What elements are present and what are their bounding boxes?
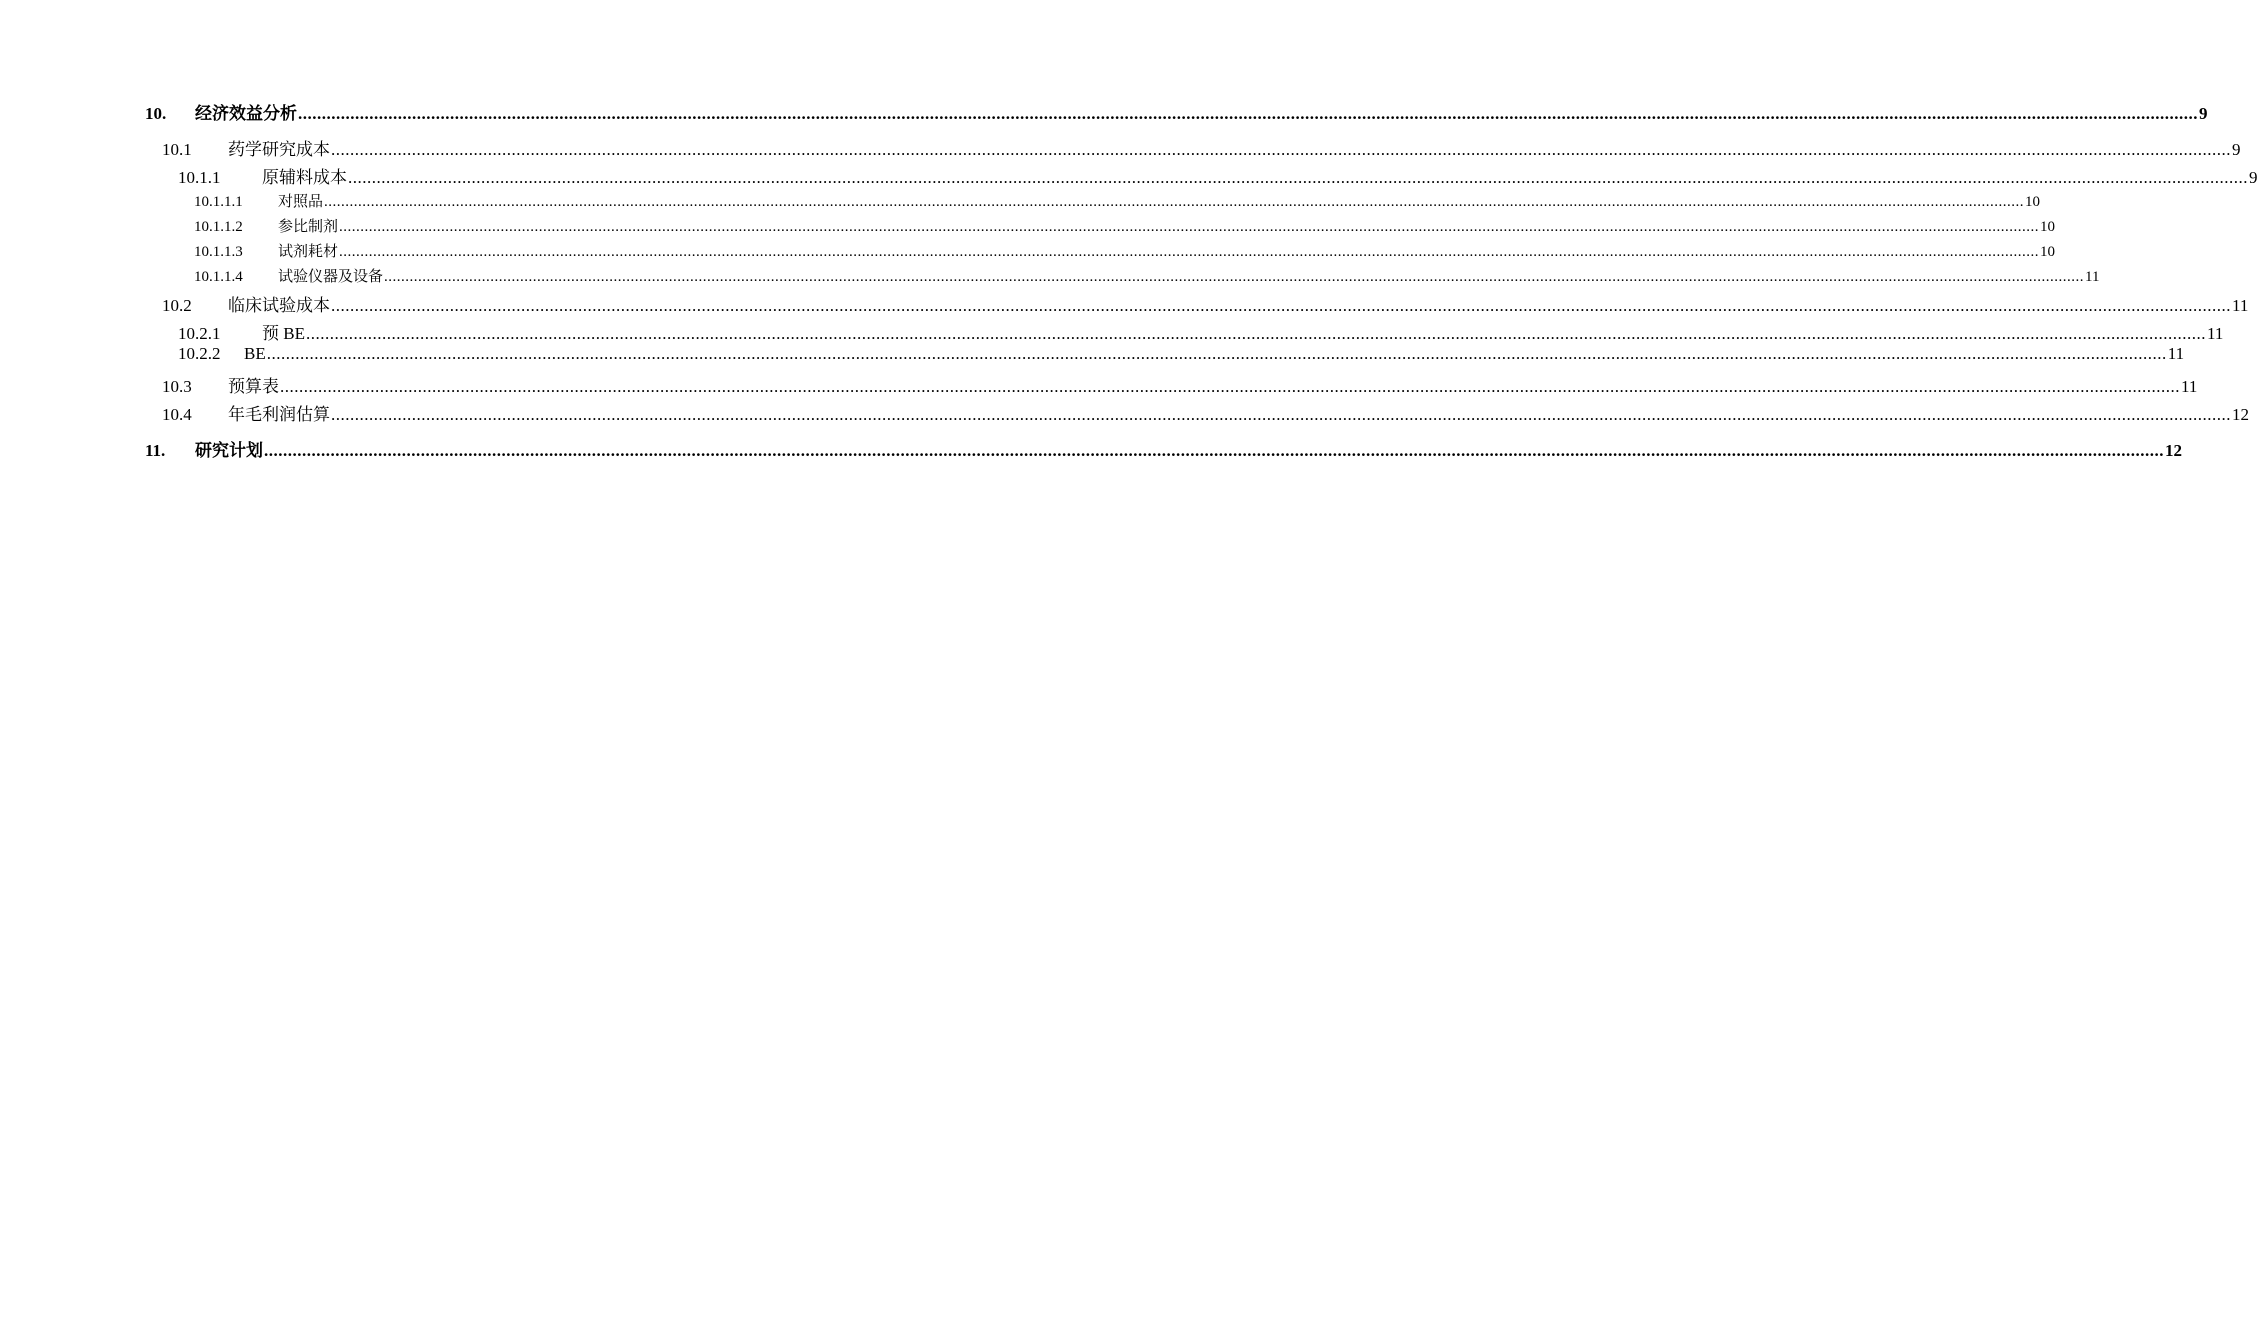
toc-entry-page: 11 [2206, 324, 2224, 343]
toc-entry[interactable] [194, 190, 2041, 211]
toc-entry-title: 参比制剂 [278, 219, 339, 235]
toc-leader: ................................................................................................................................................................................................................................................................................................................................................................................................................ [348, 168, 2248, 187]
toc-entry-title: 试剂耗材 [278, 244, 339, 260]
toc-entry-number: 10. [145, 104, 167, 123]
toc-entry-title: 年毛利润估算 [228, 405, 330, 424]
toc-entry-title: 试验仪器及设备 [278, 269, 384, 285]
toc-entry-number: 10.2.2 [178, 344, 221, 363]
toc-entry[interactable] [194, 215, 2056, 236]
toc-entry[interactable] [145, 99, 2208, 124]
toc-leader: ................................................................................................................................................................................................................................................................................................................................................................................................................ [339, 244, 2040, 260]
toc-entry[interactable] [145, 436, 2182, 461]
toc-entry-number: 10.1.1.2 [194, 219, 243, 235]
toc-entry[interactable] [178, 163, 2258, 188]
toc-entry[interactable] [194, 240, 2056, 261]
toc-entry[interactable] [162, 135, 2241, 160]
toc-entry-number: 10.1.1 [178, 168, 221, 187]
toc-leader: ................................................................................................................................................................................................................................................................................................................................................................................................................ [305, 324, 2206, 343]
toc-entry-number: 10.1 [162, 140, 192, 159]
toc-entry-number: 10.1.1.4 [194, 269, 243, 285]
toc-entry-title: 临床试验成本 [228, 296, 330, 315]
toc-entry-title: 经济效益分析 [195, 104, 297, 123]
toc-entry-number: 10.1.1.3 [194, 244, 243, 260]
toc-leader: ................................................................................................................................................................................................................................................................................................................................................................................................................ [324, 194, 2025, 210]
toc-leader: ................................................................................................................................................................................................................................................................................................................................................................................................................ [266, 344, 2167, 363]
toc-leader: ................................................................................................................................................................................................................................................................................................................................................................................................................ [339, 219, 2040, 235]
toc-entry-page: 11 [2232, 296, 2249, 315]
toc-entry[interactable] [162, 400, 2249, 425]
toc-entry-number: 10.1.1.1 [194, 194, 243, 210]
toc-entry-page: 9 [2249, 168, 2258, 187]
toc-entry[interactable] [178, 344, 2185, 364]
toc-entry-page: 11 [2167, 344, 2185, 363]
toc-entry[interactable] [178, 319, 2224, 344]
toc-entry-number: 11. [145, 441, 166, 460]
toc-entry[interactable] [162, 291, 2249, 316]
toc-entry-page: 12 [2232, 405, 2249, 424]
toc-entry-title: 原辅料成本 [262, 168, 347, 187]
toc-entry-title: 研究计划 [195, 441, 263, 460]
toc-entry-number: 10.4 [162, 405, 192, 424]
toc-entry-title: 对照品 [278, 194, 324, 210]
toc-entry-page: 9 [2199, 104, 2208, 123]
toc-leader: ................................................................................................................................................................................................................................................................................................................................................................................................................ [280, 377, 2180, 396]
toc-entry-title: 药学研究成本 [228, 140, 330, 159]
toc-entry-page: 12 [2165, 441, 2182, 460]
toc-entry-page: 10 [2025, 194, 2041, 210]
toc-entry[interactable] [194, 265, 2100, 286]
toc-entry-page: 11 [2085, 269, 2100, 285]
toc-entry-title: 预算表 [228, 377, 279, 396]
toc-entry-title: BE [244, 344, 266, 363]
toc-leader: ................................................................................................................................................................................................................................................................................................................................................................................................................ [264, 441, 2164, 460]
toc-leader: ................................................................................................................................................................................................................................................................................................................................................................................................................ [331, 296, 2231, 315]
toc-entry[interactable] [162, 372, 2198, 397]
toc-leader: ................................................................................................................................................................................................................................................................................................................................................................................................................ [384, 269, 2085, 285]
toc-entry-number: 10.3 [162, 377, 192, 396]
toc-leader: ................................................................................................................................................................................................................................................................................................................................................................................................................ [331, 405, 2231, 424]
toc-entry-page: 9 [2232, 140, 2241, 159]
toc-entry-page: 10 [2040, 244, 2056, 260]
toc-leader: ................................................................................................................................................................................................................................................................................................................................................................................................................ [298, 104, 2198, 123]
toc-leader: ................................................................................................................................................................................................................................................................................................................................................................................................................ [331, 140, 2231, 159]
toc-entry-number: 10.2 [162, 296, 192, 315]
toc-entry-title: 预 BE [262, 324, 305, 343]
toc-entry-page: 10 [2040, 219, 2056, 235]
toc-entry-number: 10.2.1 [178, 324, 221, 343]
toc-entry-page: 11 [2181, 377, 2198, 396]
